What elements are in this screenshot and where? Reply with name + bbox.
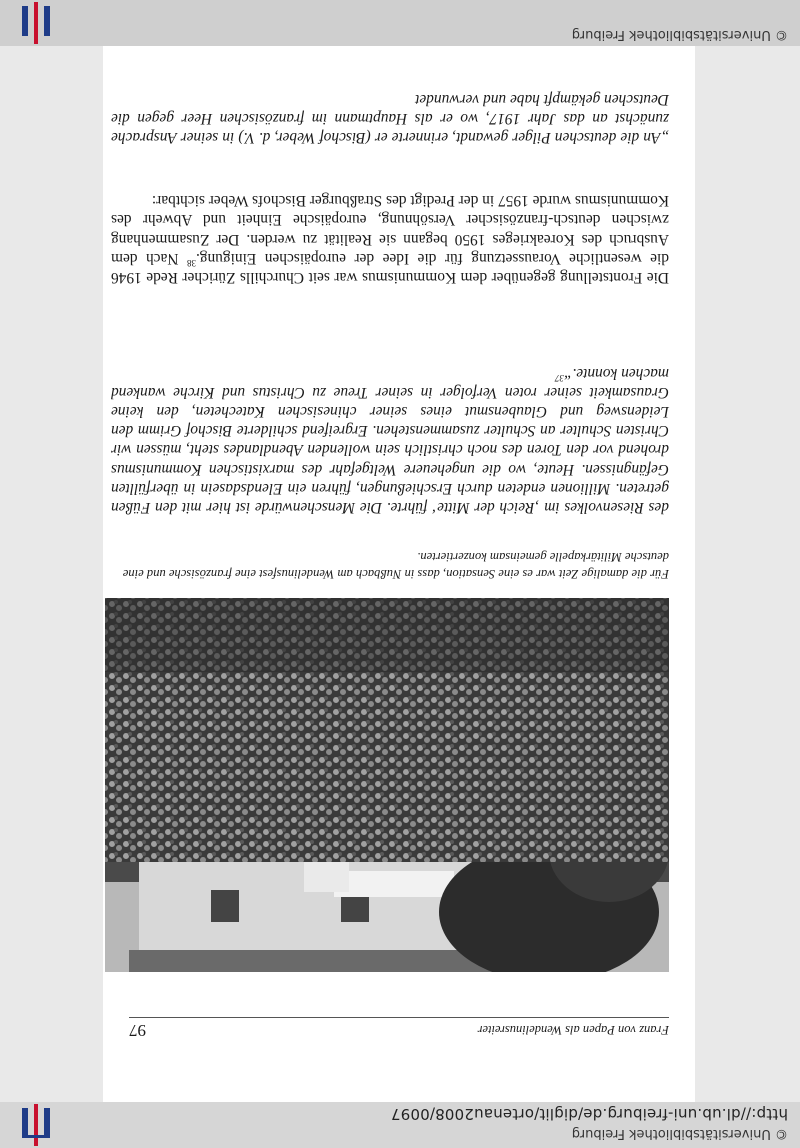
copyright-credit: © Universitätsbibliothek Freiburg (571, 1126, 788, 1141)
historical-photograph (105, 598, 669, 972)
viewer-header (0, 1102, 800, 1148)
viewer-footer (0, 0, 800, 46)
paragraph-frontstellung (111, 191, 669, 287)
university-library-logo-icon (16, 2, 56, 44)
footnote-38: 38 (186, 257, 196, 268)
paragraph-quote-bishop-weber: „An die deutschen Pilger gewandt, erinnerte er (Bischof Weber, d. V.) in seiner Ansprache zunächst an das Jahr 1917, wo er als Hauptmann im französischen Heer gegen die Deutschen gekämpft habe und verwundet (111, 90, 669, 146)
running-title: Franz von Papen als Wendelinusreiter (477, 1023, 669, 1037)
paragraph-text: des Riesenvolkes im ‚Reich der Mitte‘ führte. Die Menschenwürde ist hier mit den Füßen getreten. Millionen endeten durch Erschießungen, führen ein Elendsdasein in überfüllten Gefängnissen. Heute, wo die ungeheuere Weltgefahr des marxistischen Kommunismus drohend vor den Toren des noch christlich sein wollenden Abendlandes steht, müssen wir Christen Schulter an Schulter zusammenstehen. Ergreifend schilderte Bischof Grimm den Leidensweg und Glaubensmut eines seiner chinesischen Katecheten, den keine Grausamkeit seiner roten Verfolger in seiner Treue zu Christus und Kirche wankend machen konnte.“ (111, 364, 669, 516)
source-url-link[interactable]: http://dl.ub.uni-freiburg.de/diglit/ortenau2008/0097 (390, 1105, 788, 1123)
running-header (129, 1017, 669, 1052)
paragraph-text: Die Frontstellung gegenüber dem Kommunismus war seit Churchills Züricher Rede 1946 die wesentliche Voraussetzung für die Idee der europäischen Einigung. (111, 249, 669, 286)
paragraph-text: Nach dem Ausbruch des Koreakrieges 1950 begann sie Realität zu werden. Der Zusammenhang zwischen deutsch-französischer Versöhnung, europäische Einheit und Abwehr des Kommunismus wurde 1957 in der Predigt des Straßburger Bischofs Weber sichtbar: (111, 192, 669, 267)
scanned-book-page (103, 46, 695, 1102)
footnote-37: 37 (554, 372, 564, 383)
copyright-credit: © Universitätsbibliothek Freiburg (571, 27, 788, 42)
photo-caption: Für die damalige Zeit war es eine Sensation, dass in Nußbach am Wendelinusfest eine französische und eine deutsche Militärkapelle gemeinsam konzertierten. (122, 550, 669, 581)
page-number: 97 (129, 1021, 146, 1040)
paragraph-quote-bishop-grimm (111, 363, 669, 517)
university-library-logo-icon (16, 1104, 56, 1146)
